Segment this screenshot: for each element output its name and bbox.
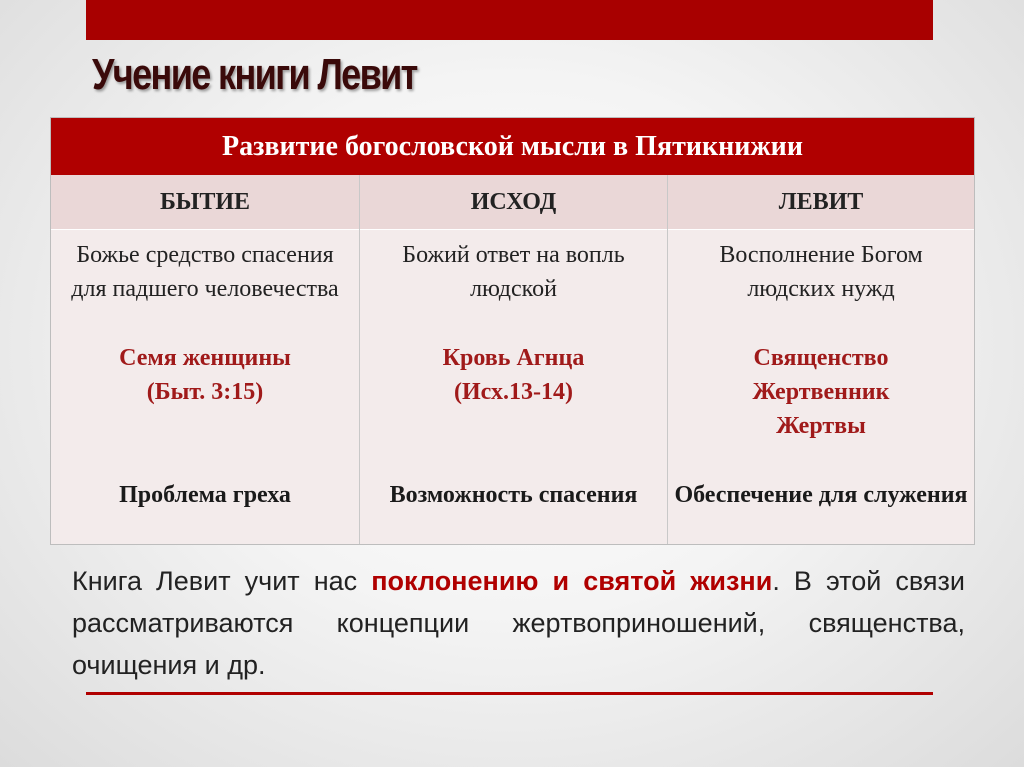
top-accent-bar <box>86 0 933 40</box>
paragraph-highlight: поклонению и святой жизни <box>371 566 773 596</box>
bottom-accent-line <box>86 692 933 695</box>
column-description: Восполнение Богом людских нужд <box>719 242 923 302</box>
column-header: БЫТИЕ <box>51 175 359 230</box>
key-line: Жертвенник <box>752 379 890 405</box>
summary-paragraph <box>72 560 965 686</box>
column-description: Божий ответ на вопль людской <box>402 242 625 302</box>
column-body <box>51 230 359 544</box>
paragraph-text-end: . В этой связи рассматриваются концепции жертвоприношений, священства, очищения и др. <box>72 566 966 680</box>
column-key-points <box>678 341 964 443</box>
column-bytie <box>51 175 360 544</box>
key-line: Священство <box>753 345 889 371</box>
key-line: (Быт. 3:15) <box>146 379 264 405</box>
column-conclusion: Возможность спасения <box>389 482 638 508</box>
column-header: ЛЕВИТ <box>668 175 974 230</box>
column-description: Божье средство спасения для падшего человечества <box>71 242 339 302</box>
key-line: Кровь Агнца <box>442 345 585 371</box>
column-body <box>360 230 667 544</box>
column-iskhod <box>360 175 668 544</box>
key-line: Семя женщины <box>119 345 291 371</box>
column-levit <box>668 175 974 544</box>
column-conclusion: Проблема греха <box>119 482 291 508</box>
paragraph-text-start: Книга Левит учит нас <box>72 566 372 596</box>
table-header: Развитие богословской мысли в Пятикнижии <box>51 118 974 175</box>
column-key-points <box>370 341 657 409</box>
key-line: (Исх.13-14) <box>454 379 573 405</box>
slide-title: Учение книги Левит <box>92 50 417 99</box>
column-conclusion: Обеспечение для служения <box>674 482 968 508</box>
comparison-table <box>50 117 975 545</box>
column-key-points <box>61 341 349 409</box>
column-body <box>668 230 974 544</box>
column-header: ИСХОД <box>360 175 667 230</box>
key-line: Жертвы <box>776 413 866 439</box>
